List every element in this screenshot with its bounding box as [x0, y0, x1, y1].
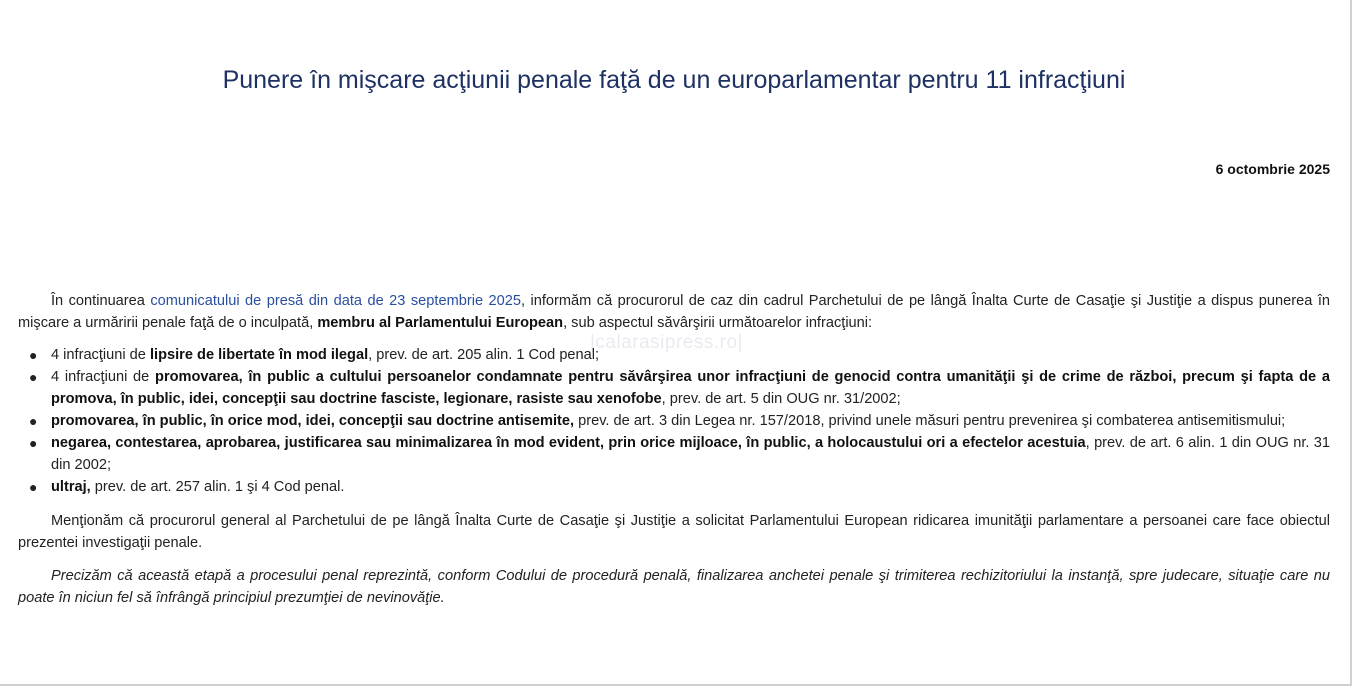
offense-legal-ref: , prev. de art. 205 alin. 1 Cod penal; [368, 347, 600, 363]
offense-prefix: 4 infracţiuni de [51, 369, 156, 385]
offenses-list [18, 344, 1330, 498]
intro-bold-text: membru al Parlamentului European [317, 315, 564, 331]
watermark-text: |calarasipress.ro| [590, 332, 743, 353]
offense-prefix: 4 infracţiuni de [51, 347, 150, 363]
offense-legal-ref: prev. de art. 3 din Legea nr. 157/2018, privind unele măsuri pentru prevenirea şi combaterea antisemitismului; [574, 413, 1286, 429]
offense-name: promovarea, în public, în orice mod, idei, concepţii sau doctrine antisemite, [51, 413, 575, 429]
mention-paragraph: Menţionăm că procurorul general al Parchetului de pe lângă Înalta Curte de Casaţie şi Justiţie a solicitat Parlamentului European ridicarea imunităţii parlamentare a persoanei care face obiectul prezentei investigaţii penale. [18, 513, 1330, 551]
list-item [29, 432, 1330, 476]
offense-name: promovarea, în public a cultului persoanelor condamnate pentru săvârşirea unor infracţiuni de genocid contra umanităţii şi de crime de război, precum şi fapta de a promova, în public, idei, concepţii sau doctrine fasciste, legionare, rasiste sau xenofobe [51, 369, 1330, 407]
page-title: Punere în mişcare acţiunii penale faţă de un europarlamentar pentru 11 infracţiuni [222, 66, 1126, 94]
bullet-icon: ● [29, 347, 38, 363]
offense-name: negarea, contestarea, aprobarea, justificarea sau minimalizarea în mod evident, prin orice mijloace, în public, a holocaustului ori a efectelor acestuia [51, 435, 1086, 451]
intro-paragraph [18, 290, 1330, 334]
list-item [29, 476, 1330, 498]
intro-text-start: În continuarea [51, 293, 151, 309]
bullet-icon: ● [29, 479, 38, 495]
offense-legal-ref: , prev. de art. 5 din OUG nr. 31/2002; [661, 391, 901, 407]
offense-legal-ref: , prev. de art. 6 alin. 1 din OUG nr. 31 din 2002; [51, 435, 1331, 473]
list-item [29, 366, 1330, 410]
list-item [29, 410, 1330, 432]
presumption-note: Precizăm că această etapă a procesului penal reprezintă, conform Codului de procedură penală, finalizarea anchetei penale şi trimiterea rechizitoriului la instanţă, spre judecare, situaţie care nu poate în niciun fel să înfrângă principiul prezumţiei de nevinovăţie. [18, 568, 1330, 606]
offense-name: ultraj, [51, 479, 91, 495]
bullet-icon: ● [29, 435, 38, 451]
bullet-icon: ● [29, 413, 38, 429]
press-release-link[interactable]: comunicatului de presă din data de 23 septembrie 2025 [150, 293, 521, 309]
intro-text-middle: , informăm că procurorul de caz din cadrul Parchetului de pe lângă Înalta Curte de Casaţie şi Justiţie a dispus punerea în mişcare a urmăririi penale faţă de o inculpată, [18, 293, 1330, 331]
article-body [18, 290, 1330, 609]
offense-name: lipsire de libertate în mod ilegal [149, 347, 369, 363]
list-item [29, 344, 1330, 366]
offense-legal-ref: prev. de art. 257 alin. 1 şi 4 Cod penal. [90, 479, 345, 495]
press-release-date: 6 octombrie 2025 [1215, 161, 1330, 177]
intro-text-end: , sub aspectul săvârşirii următoarelor infracţiuni: [563, 315, 873, 331]
bullet-icon: ● [29, 369, 38, 385]
